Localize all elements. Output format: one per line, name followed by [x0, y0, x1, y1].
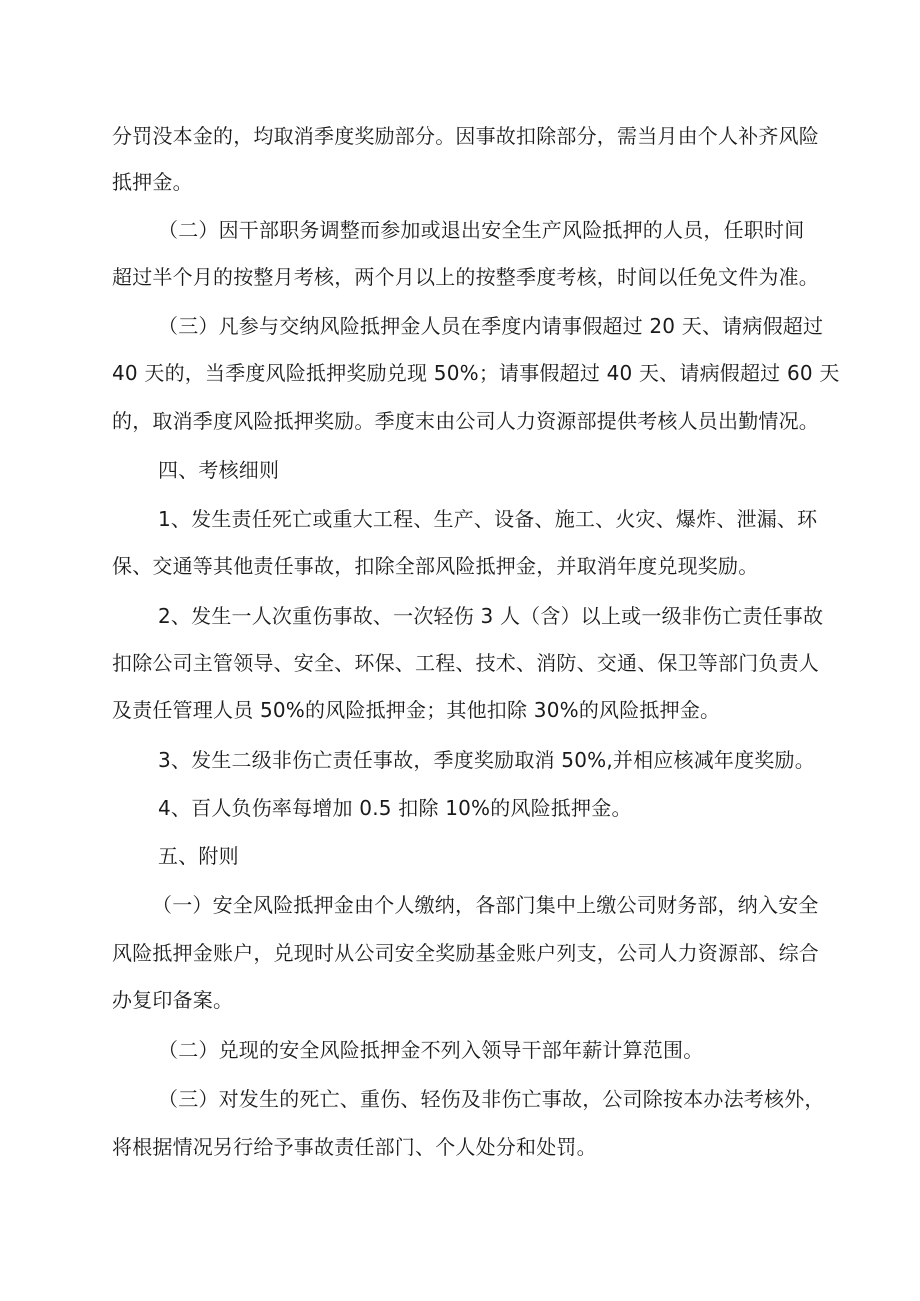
text-line: 抵押金。	[112, 170, 193, 194]
text-line: 1、发生责任死亡或重大工程、生产、设备、施工、火灾、爆炸、泄漏、环	[158, 507, 818, 531]
text-line: （三）凡参与交纳风险抵押金人员在季度内请事假超过 20 天、请病假超过	[158, 314, 824, 338]
text-line: 保、交通等其他责任事故，扣除全部风险抵押金，并取消年度兑现奖励。	[112, 554, 759, 578]
text-line: 4、百人负伤率每增加 0.5 扣除 10%的风险抵押金。	[158, 796, 632, 820]
section-heading: 四、考核细则	[158, 458, 280, 482]
text-line: 风险抵押金账户，兑现时从公司安全奖励基金账户列支，公司人力资源部、综合	[112, 941, 819, 965]
text-line: 将根据情况另行给予事故责任部门、个人处分和处罚。	[112, 1135, 597, 1159]
text-line: 办复印备案。	[112, 988, 234, 1012]
text-line: 超过半个月的按整月考核，两个月以上的按整季度考核，时间以任免文件为准。	[112, 265, 819, 289]
text-line: 分罚没本金的，均取消季度奖励部分。因事故扣除部分，需当月由个人补齐风险	[112, 124, 819, 148]
text-line: 的，取消季度风险抵押奖励。季度末由公司人力资源部提供考核人员出勤情况。	[112, 409, 819, 433]
text-line: 扣除公司主管领导、安全、环保、工程、技术、消防、交通、保卫等部门负责人	[112, 651, 819, 675]
text-line: 及责任管理人员 50%的风险抵押金；其他扣除 30%的风险抵押金。	[112, 698, 721, 722]
text-line: （一）安全风险抵押金由个人缴纳，各部门集中上缴公司财务部，纳入安全	[152, 893, 819, 917]
text-line: 3、发生二级非伤亡责任事故，季度奖励取消 50%,并相应核减年度奖励。	[158, 748, 815, 772]
section-heading: 五、附则	[158, 844, 239, 868]
text-line: （三）对发生的死亡、重伤、轻伤及非伤亡事故，公司除按本办法考核外，	[158, 1087, 825, 1111]
text-line: 2、发生一人次重伤事故、一次轻伤 3 人（含）以上或一级非伤亡责任事故	[158, 604, 824, 628]
text-line: （二）兑现的安全风险抵押金不列入领导干部年薪计算范围。	[158, 1038, 704, 1062]
text-line: （二）因干部职务调整而参加或退出安全生产风险抵押的人员，任职时间	[158, 218, 805, 242]
text-line: 40 天的，当季度风险抵押奖励兑现 50%；请事假超过 40 天、请病假超过 60 天	[112, 361, 840, 385]
